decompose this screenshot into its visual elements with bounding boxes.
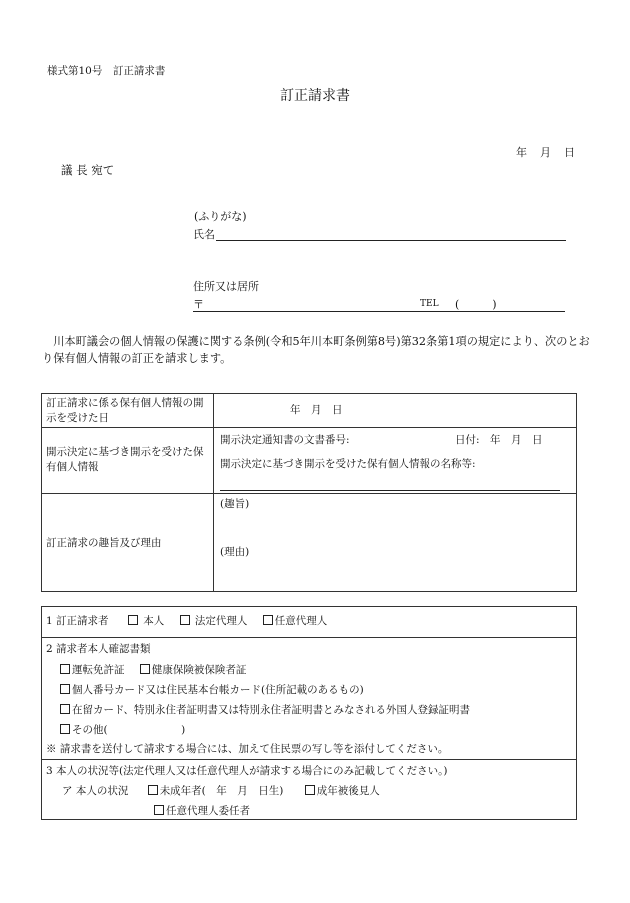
reason-field[interactable]: (理由) xyxy=(220,546,250,558)
table2-row-divider xyxy=(41,637,577,638)
address-field[interactable] xyxy=(193,311,565,312)
option-health-insurance-label: 健康保険被保険者証 xyxy=(151,664,247,676)
checkbox-icon xyxy=(263,615,273,625)
checkbox-icon xyxy=(60,664,70,674)
option-residence-card[interactable] xyxy=(60,704,470,717)
option-mynumber-card-label: 個人番号カード又は住民基本台帳カード(住所記載のあるもの) xyxy=(72,684,364,696)
option-other-label: その他( ) xyxy=(72,724,186,736)
disclosed-info-label: 開示決定に基づき開示を受けた保有個人情報 xyxy=(46,446,204,473)
postal-mark: 〒 xyxy=(193,298,204,311)
option-minor-label: 未成年者( 年 月 日生) xyxy=(159,785,284,797)
option-voluntary-agent-label: 任意代理人 xyxy=(274,615,328,627)
notice-date[interactable]: 日付: 年 月 日 xyxy=(455,434,543,446)
table1-row-divider xyxy=(41,493,577,494)
checkbox-icon xyxy=(60,684,70,694)
checkbox-icon xyxy=(305,785,315,795)
option-mynumber-card[interactable] xyxy=(60,684,364,697)
option-drivers-license-label: 運転免許証 xyxy=(72,664,125,676)
tel-label: TEL xyxy=(420,299,439,309)
name-field[interactable] xyxy=(216,240,566,241)
principal-status-row1 xyxy=(62,785,380,798)
checkbox-icon xyxy=(148,785,158,795)
option-health-insurance[interactable] xyxy=(140,664,247,676)
option-residence-card-label: 在留カード、特別永住者証明書又は特別永住者証明書とみなされる外国人登録証明書 xyxy=(72,704,471,716)
disclosed-info-name[interactable]: 開示決定に基づき開示を受けた保有個人情報の名称等: xyxy=(220,458,476,470)
table1-row-divider xyxy=(41,427,577,428)
principal-status-sub: ア 本人の状況 xyxy=(62,785,129,797)
addressee: 議 長 宛て xyxy=(61,163,115,177)
disclosed-date-label: 訂正請求に係る保有個人情報の開示を受けた日 xyxy=(46,397,204,424)
purpose-reason-label: 訂正請求の趣旨及び理由 xyxy=(46,537,162,549)
option-drivers-license[interactable] xyxy=(60,664,125,676)
option-self-label: 本人 xyxy=(143,615,165,627)
purpose-field[interactable]: (趣旨) xyxy=(220,498,250,510)
checkbox-icon xyxy=(60,724,70,734)
id-docs-row1 xyxy=(60,664,246,677)
tel-paren: ( ) xyxy=(455,298,497,311)
table2-row-divider xyxy=(41,759,577,760)
form-number: 様式第10号 訂正請求書 xyxy=(47,65,166,77)
disclosed-date-value[interactable]: 年 月 日 xyxy=(290,404,343,416)
option-adult-ward-label: 成年被後見人 xyxy=(316,785,380,797)
option-self[interactable] xyxy=(128,615,164,627)
request-date: 年 月 日 xyxy=(516,146,576,159)
option-legal-agent-label: 法定代理人 xyxy=(194,615,248,627)
intro-paragraph xyxy=(42,333,592,367)
checkbox-icon xyxy=(60,704,70,714)
checkbox-icon xyxy=(180,615,190,625)
disclosed-info-field[interactable] xyxy=(220,490,560,491)
checkbox-icon xyxy=(140,664,150,674)
furigana-label: (ふりがな) xyxy=(194,210,247,223)
option-legal-agent[interactable] xyxy=(180,615,248,627)
name-label: 氏名 xyxy=(193,228,215,241)
section-requester xyxy=(46,615,327,628)
option-voluntary-principal[interactable] xyxy=(154,805,250,818)
option-other[interactable] xyxy=(60,724,185,737)
id-docs-note: ※ 請求書を送付して請求する場合には、加えて住民票の写し等を添付してください。 xyxy=(46,743,449,755)
requester-type-label: 1 訂正請求者 xyxy=(46,615,109,627)
page-title: 訂正請求書 xyxy=(280,88,350,104)
option-voluntary-principal-label: 任意代理人委任者 xyxy=(166,805,250,817)
checkbox-icon xyxy=(154,805,164,815)
option-voluntary-agent[interactable] xyxy=(263,615,328,627)
option-adult-ward[interactable] xyxy=(305,785,380,797)
notice-doc-number[interactable]: 開示決定通知書の文書番号: xyxy=(220,434,350,446)
intro-text: 川本町議会の個人情報の保護に関する条例(令和5年川本町条例第8号)第32条第1項の規定により、次のとおり保有個人情報の訂正を請求します。 xyxy=(42,335,590,365)
principal-status-label: 3 本人の状況等(法定代理人又は任意代理人が請求する場合にのみ記載してください。) xyxy=(46,765,448,777)
option-minor[interactable] xyxy=(148,785,284,797)
checkbox-icon xyxy=(128,615,138,625)
address-label: 住所又は居所 xyxy=(193,280,259,293)
id-docs-label: 2 請求者本人確認書類 xyxy=(46,643,151,655)
